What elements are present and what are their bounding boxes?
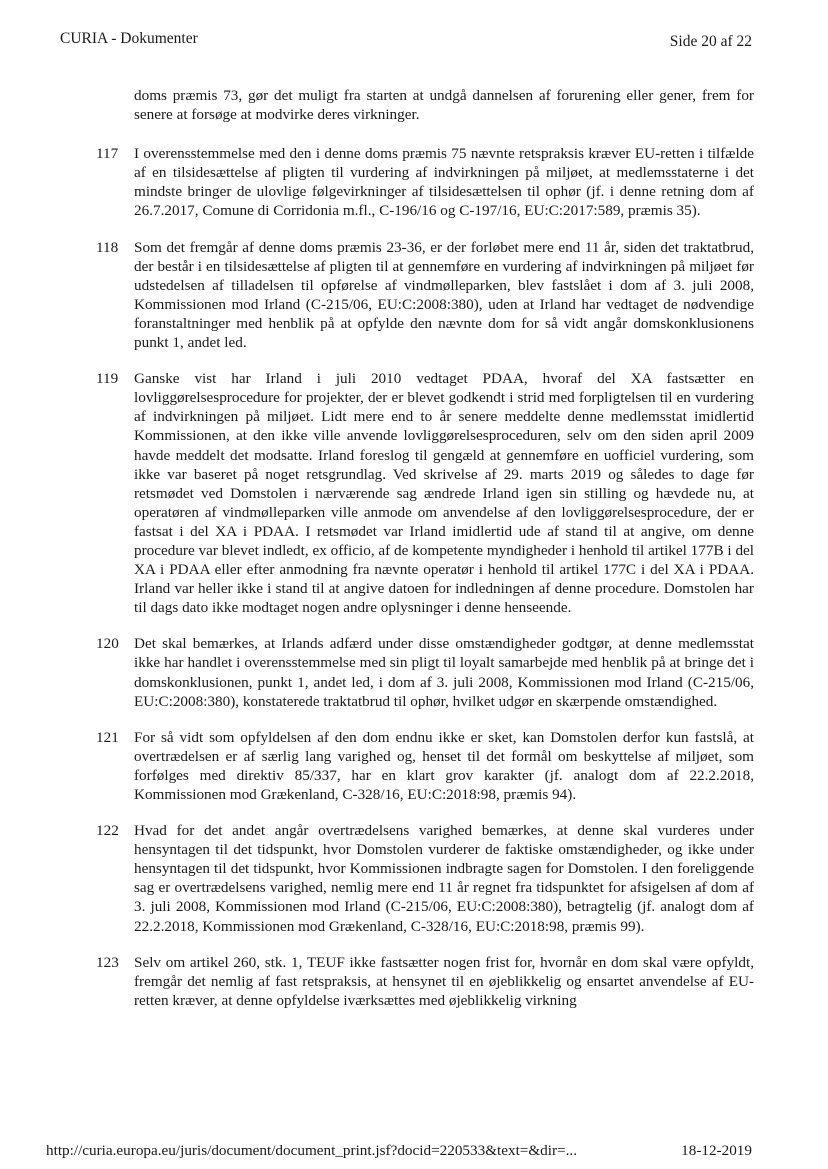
paragraph-continued	[96, 86, 754, 124]
footer-url[interactable]: http://curia.europa.eu/juris/document/document_print.jsf?docid=220533&text=&dir=...	[46, 1142, 577, 1159]
paragraph-text: Det skal bemærkes, at Irlands adfærd under disse omstændigheder godtgør, at denne medlemsstat ikke har handlet i overensstemmelse med sin pligt til loyalt samarbejde med henblik på at bringe det i domskonklusionen, punkt 1, andet led, i dom af 3. juli 2008, Kommissionen mod Irland (C-215/06, EU:C:2008:380), konstaterede traktatbrud til ophør, hvilket udgør en skærpende omstændighed.	[134, 635, 754, 710]
page-header	[60, 30, 752, 52]
paragraph-text: Selv om artikel 260, stk. 1, TEUF ikke fastsætter nogen frist for, hvornår en dom skal være opfyldt, fremgår det nemlig af fast retspraksis, at hensynet til en øjeblikkelig og ensartet anvendelse af EU-retten kræver, at denne opfyldelse iværksættes med øjeblikkelig virkning	[134, 953, 754, 1009]
paragraph-number: 121	[96, 728, 119, 746]
paragraph-text: doms præmis 73, gør det muligt fra starten at undgå dannelsen af forurening eller gener, frem for senere at forsøge at modvirke deres virkninger.	[134, 87, 754, 124]
paragraph-number: 123	[96, 953, 119, 971]
document-body	[96, 86, 754, 1027]
paragraph-text: Hvad for det andet angår overtrædelsens varighed bemærkes, at denne skal vurderes under hensyntagen til det tidspunkt, hvor Domstolen vurderer de faktiske omstændigheder, og ikke under hensyntagen til det tidspunkt, hvor Kommissionen indbragte sagen for Domstolen. I den foreliggende sag er overtrædelsens varighed, nemlig mere end 11 år regnet fra tidspunktet for afsigelsen af dom af 3. juli 2008, Kommissionen mod Irland (C-215/06, EU:C:2008:380), betragtelig (jf. analogt dom af 22.2.2018, Kommissionen mod Grækenland, C-328/16, EU:C:2018:98, præmis 99).	[134, 822, 754, 935]
paragraph-number: 122	[96, 822, 119, 840]
paragraph-122	[96, 821, 754, 936]
paragraph-number: 117	[96, 145, 119, 163]
paragraph-text: For så vidt som opfyldelsen af den dom endnu ikke er sket, kan Domstolen derfor kun fastslå, at overtrædelsen er af særlig lang varighed og, henset til det formål om beskyttelse af miljøet, som forfølges med direktiv 85/337, har en klart grov karakter (jf. analogt dom af 22.2.2018, Kommissionen mod Grækenland, C-328/16, EU:C:2018:98, præmis 94).	[134, 728, 754, 803]
paragraph-121	[96, 728, 754, 804]
header-page-label: Side 20 af 22	[669, 33, 752, 50]
paragraph-118	[96, 238, 754, 353]
page-footer	[46, 1140, 752, 1162]
paragraph-text: I overensstemmelse med den i denne doms præmis 75 nævnte retspraksis kræver EU-retten i tilfælde af en tilsidesættelse af pligten til vurdering af indvirkningen på miljøet, at medlemsstaterne i det mindste bringer de ulovlige følgevirkninger af tilsidesættelsen til ophør (jf. i denne retning dom af 26.7.2017, Comune di Corridonia m.fl., C-196/16 og C-197/16, EU:C:2017:589, præmis 35).	[134, 145, 754, 220]
paragraph-123	[96, 953, 754, 1010]
paragraph-119	[96, 369, 754, 617]
paragraph-number: 118	[96, 238, 119, 256]
paragraph-number: 119	[96, 370, 119, 388]
paragraph-text: Ganske vist har Irland i juli 2010 vedtaget PDAA, hvoraf del XA fastsætter en lovliggørelsesprocedure for projekter, der er blevet godkendt i strid med forpligtelsen til en vurdering af indvirkningen på miljøet. Lidt mere end to år senere meddelte denne medlemsstat imidlertid Kommissionen, at den ikke ville anvende lovliggørelsesproceduren, selv om den siden april 2009 havde meddelt det modsatte. Irland foreslog til gengæld at gennemføre en uofficiel vurdering, som ikke var baseret på noget retsgrundlag. Ved skrivelse af 29. marts 2019 og således to dage før retsmødet ved Domstolen i nærværende sag ændrede Irland igen sin stilling og hævdede nu, at operatøren af vindmølleparken ville anmode om anvendelse af den lovliggørelsesprocedure, der er fastsat i del XA i PDAA. I retsmødet var Irland imidlertid ude af stand til at angive, om denne procedure var blevet indledt, ex officio, af de kompetente myndigheder i henhold til artikel 177B i del XA i PDAA eller efter anmodning fra nævnte operatør i henhold til artikel 177C i del XA i PDAA. Irland var heller ikke i stand til at angive datoen for indledningen af denne procedure. Domstolen har til dags dato ikke modtaget nogen andre oplysninger i denne henseende.	[134, 370, 754, 617]
paragraph-text: Som det fremgår af denne doms præmis 23-36, er der forløbet mere end 11 år, siden det traktatbrud, der består i en tilsidesættelse af pligten til at gennemføre en vurdering af indvirkningen på miljøet før udstedelsen af tilladelsen til opførelse af vindmølleparken, blev fastslået i dom af 3. juli 2008, Kommissionen mod Irland (C-215/06, EU:C:2008:380), uden at Irland har vedtaget de nødvendige foranstaltninger med henblik på at opfylde den nævnte dom for så vidt angår domskonklusionens punkt 1, andet led.	[134, 238, 754, 352]
paragraph-120	[96, 634, 754, 710]
paragraph-117	[96, 144, 754, 220]
header-title: CURIA - Dokumenter	[60, 30, 198, 47]
footer-date: 18-12-2019	[681, 1142, 752, 1159]
paragraph-number: 120	[96, 635, 119, 653]
